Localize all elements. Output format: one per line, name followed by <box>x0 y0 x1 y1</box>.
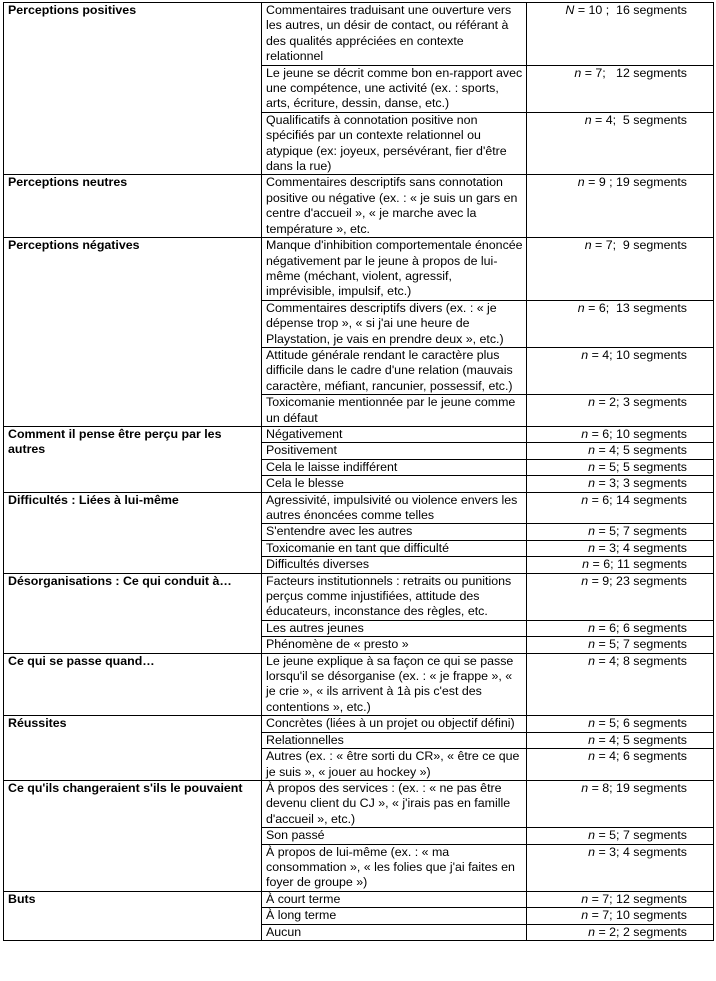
count-value: = 2; 2 segments <box>595 924 687 939</box>
n-symbol: n <box>588 716 596 731</box>
count-cell <box>527 620 714 636</box>
table-row <box>4 780 714 827</box>
description-cell: Négativement <box>262 426 527 442</box>
n-symbol: n <box>588 524 596 539</box>
table-row <box>4 891 714 907</box>
count-value: = 9; 23 segments <box>588 573 687 588</box>
description-cell: S'entendre avec les autres <box>262 524 527 540</box>
category-cell: Comment il pense être perçu par les autres <box>4 426 262 492</box>
description-cell: Attitude générale rendant le caractère plus difficile dans le cadre d'une relation (mauvais caractère, méfiant, rancunier, possessif, etc.) <box>262 347 527 394</box>
count-value: = 4; 6 segments <box>595 749 687 764</box>
description-cell: Relationnelles <box>262 732 527 748</box>
n-symbol: n <box>588 459 596 474</box>
count-cell <box>527 459 714 475</box>
n-symbol: n <box>584 112 592 127</box>
category-cell: Réussites <box>4 716 262 781</box>
count-value: = 5; 7 segments <box>595 828 687 843</box>
description-cell: Facteurs institutionnels : retraits ou punitions perçus comme injustifiées, attitude des éducateurs, inconstance des règles, etc. <box>262 573 527 620</box>
description-cell: À court terme <box>262 891 527 907</box>
description-cell: Son passé <box>262 828 527 844</box>
segments-table <box>3 2 714 941</box>
count-value: = 2; 3 segments <box>595 395 687 410</box>
description-cell: Cela le laisse indifférent <box>262 459 527 475</box>
n-symbol: n <box>574 65 582 80</box>
description-cell: Qualificatifs à connotation positive non spécifiés par un contexte relationnel ou atypique (ex: joyeux, persévérant, fier d'être dans la rue) <box>262 112 527 175</box>
count-cell <box>527 716 714 732</box>
description-cell: Toxicomanie mentionnée par le jeune comme un défaut <box>262 395 527 427</box>
count-value: = 4; 5 segments <box>595 443 687 458</box>
count-value: = 4; 10 segments <box>588 347 687 362</box>
count-cell <box>527 238 714 301</box>
count-cell <box>527 476 714 492</box>
n-symbol: n <box>588 924 596 939</box>
description-cell: À long terme <box>262 908 527 924</box>
count-value: = 6; 6 segments <box>595 620 687 635</box>
count-cell <box>527 112 714 175</box>
n-symbol: n <box>581 426 589 441</box>
n-symbol: n <box>588 844 596 859</box>
n-symbol: n <box>584 238 592 253</box>
description-cell: Aucun <box>262 924 527 940</box>
count-value: = 6; 14 segments <box>588 492 687 507</box>
n-symbol: n <box>577 175 585 190</box>
count-value: = 7; 12 segments <box>588 891 687 906</box>
n-symbol: n <box>588 637 596 652</box>
count-cell <box>527 924 714 940</box>
n-symbol: n <box>581 780 589 795</box>
count-value: = 3; 3 segments <box>595 476 687 491</box>
count-cell <box>527 175 714 238</box>
count-value: = 4; 5 segments <box>591 112 687 127</box>
count-cell <box>527 653 714 716</box>
description-cell: Positivement <box>262 443 527 459</box>
count-cell <box>527 3 714 66</box>
count-value: = 6; 13 segments <box>584 300 687 315</box>
count-cell <box>527 395 714 427</box>
count-value: = 5; 6 segments <box>595 716 687 731</box>
count-cell <box>527 65 714 112</box>
category-cell: Perceptions négatives <box>4 238 262 427</box>
description-cell: Commentaires descriptifs sans connotation positive ou négative (ex. : « je suis un gars en centre d'accueil », « je marche avec la température », etc. <box>262 175 527 238</box>
count-cell <box>527 844 714 891</box>
count-cell <box>527 443 714 459</box>
count-cell <box>527 749 714 781</box>
description-cell: Autres (ex. : « être sorti du CR», « être ce que je suis », « jouer au hockey ») <box>262 749 527 781</box>
count-value: = 4; 5 segments <box>595 732 687 747</box>
description-cell: Le jeune se décrit comme bon en-rapport avec une compétence, une activité (ex. : sports, arts, écriture, dessin, danse, etc.) <box>262 65 527 112</box>
count-cell <box>527 540 714 556</box>
n-symbol: n <box>581 908 589 923</box>
description-cell: Le jeune explique à sa façon ce qui se passe lorsqu'il se désorganise (ex. : « je frappe », « je crie », « ils arrivent à 1à pis c'est des contentions », etc.) <box>262 653 527 716</box>
count-value: = 8; 19 segments <box>588 780 687 795</box>
description-cell: Phénomène de « presto » <box>262 637 527 653</box>
count-cell <box>527 891 714 907</box>
table-row <box>4 175 714 238</box>
count-cell <box>527 557 714 573</box>
table-row <box>4 3 714 66</box>
table-row <box>4 653 714 716</box>
n-symbol: n <box>588 476 596 491</box>
category-cell: Difficultés : Liées à lui-même <box>4 492 262 573</box>
category-cell: Ce qu'ils changeraient s'ils le pouvaient <box>4 780 262 891</box>
count-value: = 6; 10 segments <box>588 426 687 441</box>
description-cell: Difficultés diverses <box>262 557 527 573</box>
description-cell: À propos des services : (ex. : « ne pas être devenu client du CJ », « j'irais pas en famille d'accueil », etc.) <box>262 780 527 827</box>
n-symbol: n <box>588 653 596 668</box>
description-cell: Toxicomanie en tant que difficulté <box>262 540 527 556</box>
count-value: = 3; 4 segments <box>595 844 687 859</box>
table-row <box>4 573 714 620</box>
description-cell: Cela le blesse <box>262 476 527 492</box>
count-cell <box>527 300 714 347</box>
n-symbol: n <box>577 300 585 315</box>
count-value: = 7; 9 segments <box>591 238 687 253</box>
description-cell: À propos de lui-même (ex. : « ma consommation », « les folies que j'ai faites en foyer de groupe ») <box>262 844 527 891</box>
count-cell <box>527 492 714 524</box>
table-row <box>4 716 714 732</box>
description-cell: Commentaires traduisant une ouverture vers les autres, un désir de contact, ou référant à des qualités appréciées en contexte relationnel <box>262 3 527 66</box>
category-cell: Buts <box>4 891 262 940</box>
n-symbol: n <box>588 540 596 555</box>
count-value: = 9 ; 19 segments <box>584 175 687 190</box>
description-cell: Manque d'inhibition comportementale énoncée négativement par le jeune à propos de lui-même (méchant, violent, agressif, imprévisible, impulsif, etc.) <box>262 238 527 301</box>
description-cell: Les autres jeunes <box>262 620 527 636</box>
count-value: = 5; 7 segments <box>595 637 687 652</box>
table-row <box>4 426 714 442</box>
count-cell <box>527 347 714 394</box>
n-symbol: n <box>581 492 589 507</box>
count-cell <box>527 573 714 620</box>
count-value: = 7; 10 segments <box>588 908 687 923</box>
n-symbol: n <box>588 395 596 410</box>
count-value: = 4; 8 segments <box>595 653 687 668</box>
n-symbol: n <box>581 347 589 362</box>
category-cell: Perceptions neutres <box>4 175 262 238</box>
n-symbol: n <box>588 828 596 843</box>
category-cell: Ce qui se passe quand… <box>4 653 262 716</box>
count-value: = 7; 12 segments <box>581 65 687 80</box>
count-cell <box>527 637 714 653</box>
n-symbol: n <box>588 620 596 635</box>
category-cell: Perceptions positives <box>4 3 262 175</box>
table-row <box>4 238 714 301</box>
n-symbol: n <box>588 749 596 764</box>
count-cell <box>527 732 714 748</box>
count-cell <box>527 780 714 827</box>
description-cell: Agressivité, impulsivité ou violence envers les autres énoncées comme telles <box>262 492 527 524</box>
count-cell <box>527 908 714 924</box>
table-body <box>4 3 714 941</box>
count-value: = 6; 11 segments <box>589 557 687 572</box>
description-cell: Concrètes (liées à un projet ou objectif défini) <box>262 716 527 732</box>
count-value: = 3; 4 segments <box>595 540 687 555</box>
count-cell <box>527 426 714 442</box>
n-symbol: n <box>581 573 589 588</box>
n-symbol: N <box>565 3 575 17</box>
count-cell <box>527 828 714 844</box>
count-value: = 5; 7 segments <box>595 524 687 539</box>
table-row <box>4 492 714 524</box>
n-symbol: n <box>588 443 596 458</box>
count-cell <box>527 524 714 540</box>
n-symbol: n <box>588 732 596 747</box>
n-symbol: n <box>581 891 589 906</box>
count-value: = 5; 5 segments <box>595 459 687 474</box>
description-cell: Commentaires descriptifs divers (ex. : « je dépense trop », « si j'ai une heure de Playstation, je vais en prendre deux », etc.) <box>262 300 527 347</box>
n-symbol: n <box>582 557 590 572</box>
count-value: = 10 ; 16 segments <box>574 3 687 17</box>
category-cell: Désorganisations : Ce qui conduit à… <box>4 573 262 653</box>
